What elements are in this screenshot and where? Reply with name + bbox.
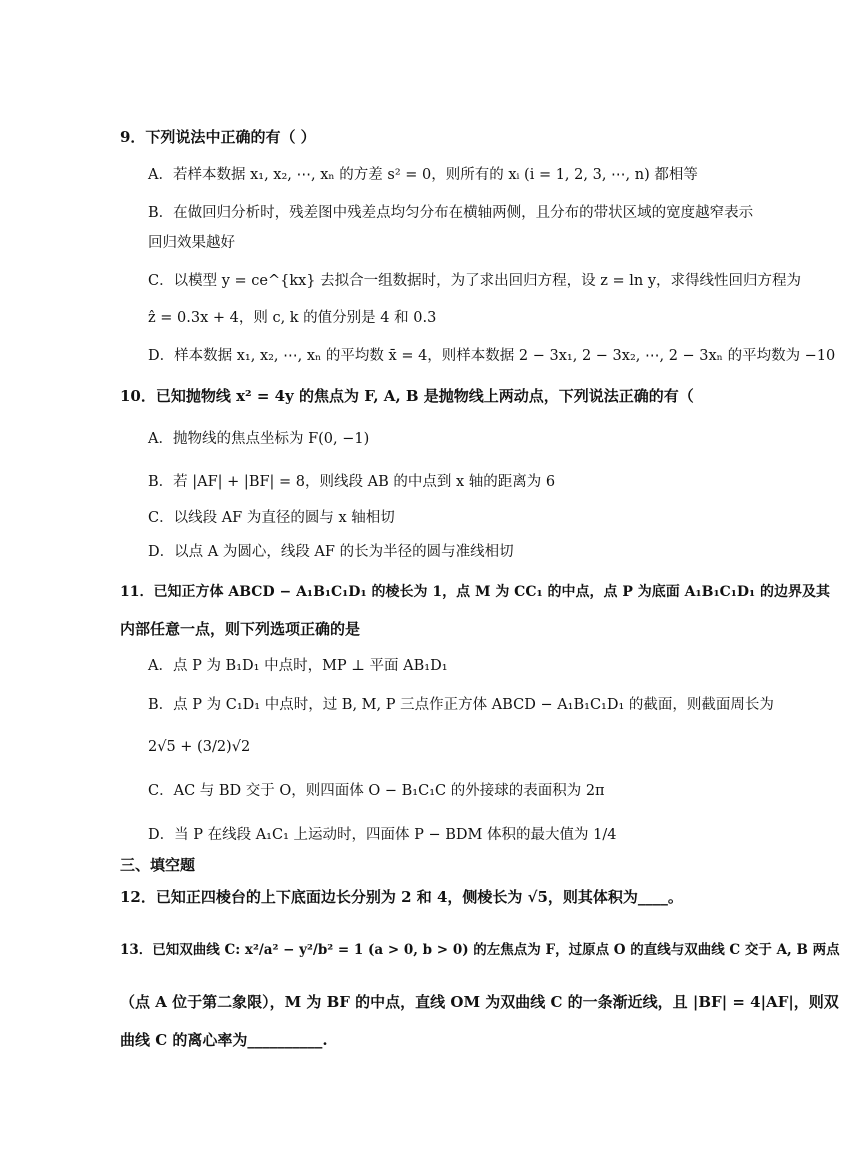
question-11-option-b-cont: 2√5 + (3/2)√2 <box>148 739 251 755</box>
question-13-line-3: 曲线 C 的离心率为__________. <box>120 1031 328 1049</box>
question-12: 12．已知正四棱台的上下底面边长分别为 2 和 4，侧棱长为 √5，则其体积为____。 <box>120 888 683 906</box>
section-heading-fill-in: 三、填空题 <box>120 856 196 874</box>
question-9-option-d: D．样本数据 x₁, x₂, ⋯, xₙ 的平均数 x̄ = 4，则样本数据 2 − 3x₁, 2 − 3x₂, ⋯, 2 − 3xₙ 的平均数为 −10 <box>148 348 836 364</box>
question-9-option-b: B．在做回归分析时，残差图中残差点均匀分布在横轴两侧，且分布的带状区域的宽度越窄表示 <box>148 205 754 221</box>
question-9-stem: 9．下列说法中正确的有（ ） <box>120 128 316 146</box>
question-10-option-c: C．以线段 AF 为直径的圆与 x 轴相切 <box>148 510 395 526</box>
question-9-option-a: A．若样本数据 x₁, x₂, ⋯, xₙ 的方差 s² = 0，则所有的 xᵢ (i = 1, 2, 3, ⋯, n) 都相等 <box>148 167 698 183</box>
question-9-option-c: C．以模型 y = ce^{kx} 去拟合一组数据时，为了求出回归方程，设 z = ln y，求得线性回归方程为 <box>148 273 802 289</box>
question-10-stem: 10．已知抛物线 x² = 4y 的焦点为 F, A, B 是抛物线上两动点，下列说法正确的有（ <box>120 387 694 405</box>
question-13-line-2: （点 A 位于第二象限），M 为 BF 的中点，直线 OM 为双曲线 C 的一条渐近线，且 |BF| = 4|AF|，则双 <box>120 993 839 1011</box>
question-11-option-c: C．AC 与 BD 交于 O，则四面体 O − B₁C₁C 的外接球的表面积为 2π <box>148 783 605 799</box>
question-11-option-a: A．点 P 为 B₁D₁ 中点时，MP ⊥ 平面 AB₁D₁ <box>148 658 448 674</box>
question-11-stem-cont: 内部任意一点，则下列选项正确的是 <box>120 620 361 638</box>
question-10-option-a: A．抛物线的焦点坐标为 F(0, −1) <box>148 431 370 447</box>
question-9-option-c-cont: ẑ = 0.3x + 4，则 c, k 的值分别是 4 和 0.3 <box>148 310 437 326</box>
question-13-line-1: 13．已知双曲线 C: x²/a² − y²/b² = 1 (a > 0, b > 0) 的左焦点为 F，过原点 O 的直线与双曲线 C 交于 A, B 两点 <box>120 942 840 958</box>
question-10-option-d: D．以点 A 为圆心，线段 AF 的长为半径的圆与准线相切 <box>148 544 514 560</box>
question-9-option-b-cont: 回归效果越好 <box>148 235 235 251</box>
question-11-stem: 11．已知正方体 ABCD − A₁B₁C₁D₁ 的棱长为 1，点 M 为 CC₁ 的中点，点 P 为底面 A₁B₁C₁D₁ 的边界及其 <box>120 584 831 600</box>
question-11-option-d: D．当 P 在线段 A₁C₁ 上运动时，四面体 P − BDM 体积的最大值为 1/4 <box>148 827 617 843</box>
question-10-option-b: B．若 |AF| + |BF| = 8，则线段 AB 的中点到 x 轴的距离为 6 <box>148 474 556 490</box>
question-11-option-b: B．点 P 为 C₁D₁ 中点时，过 B, M, P 三点作正方体 ABCD − A₁B₁C₁D₁ 的截面，则截面周长为 <box>148 697 774 713</box>
